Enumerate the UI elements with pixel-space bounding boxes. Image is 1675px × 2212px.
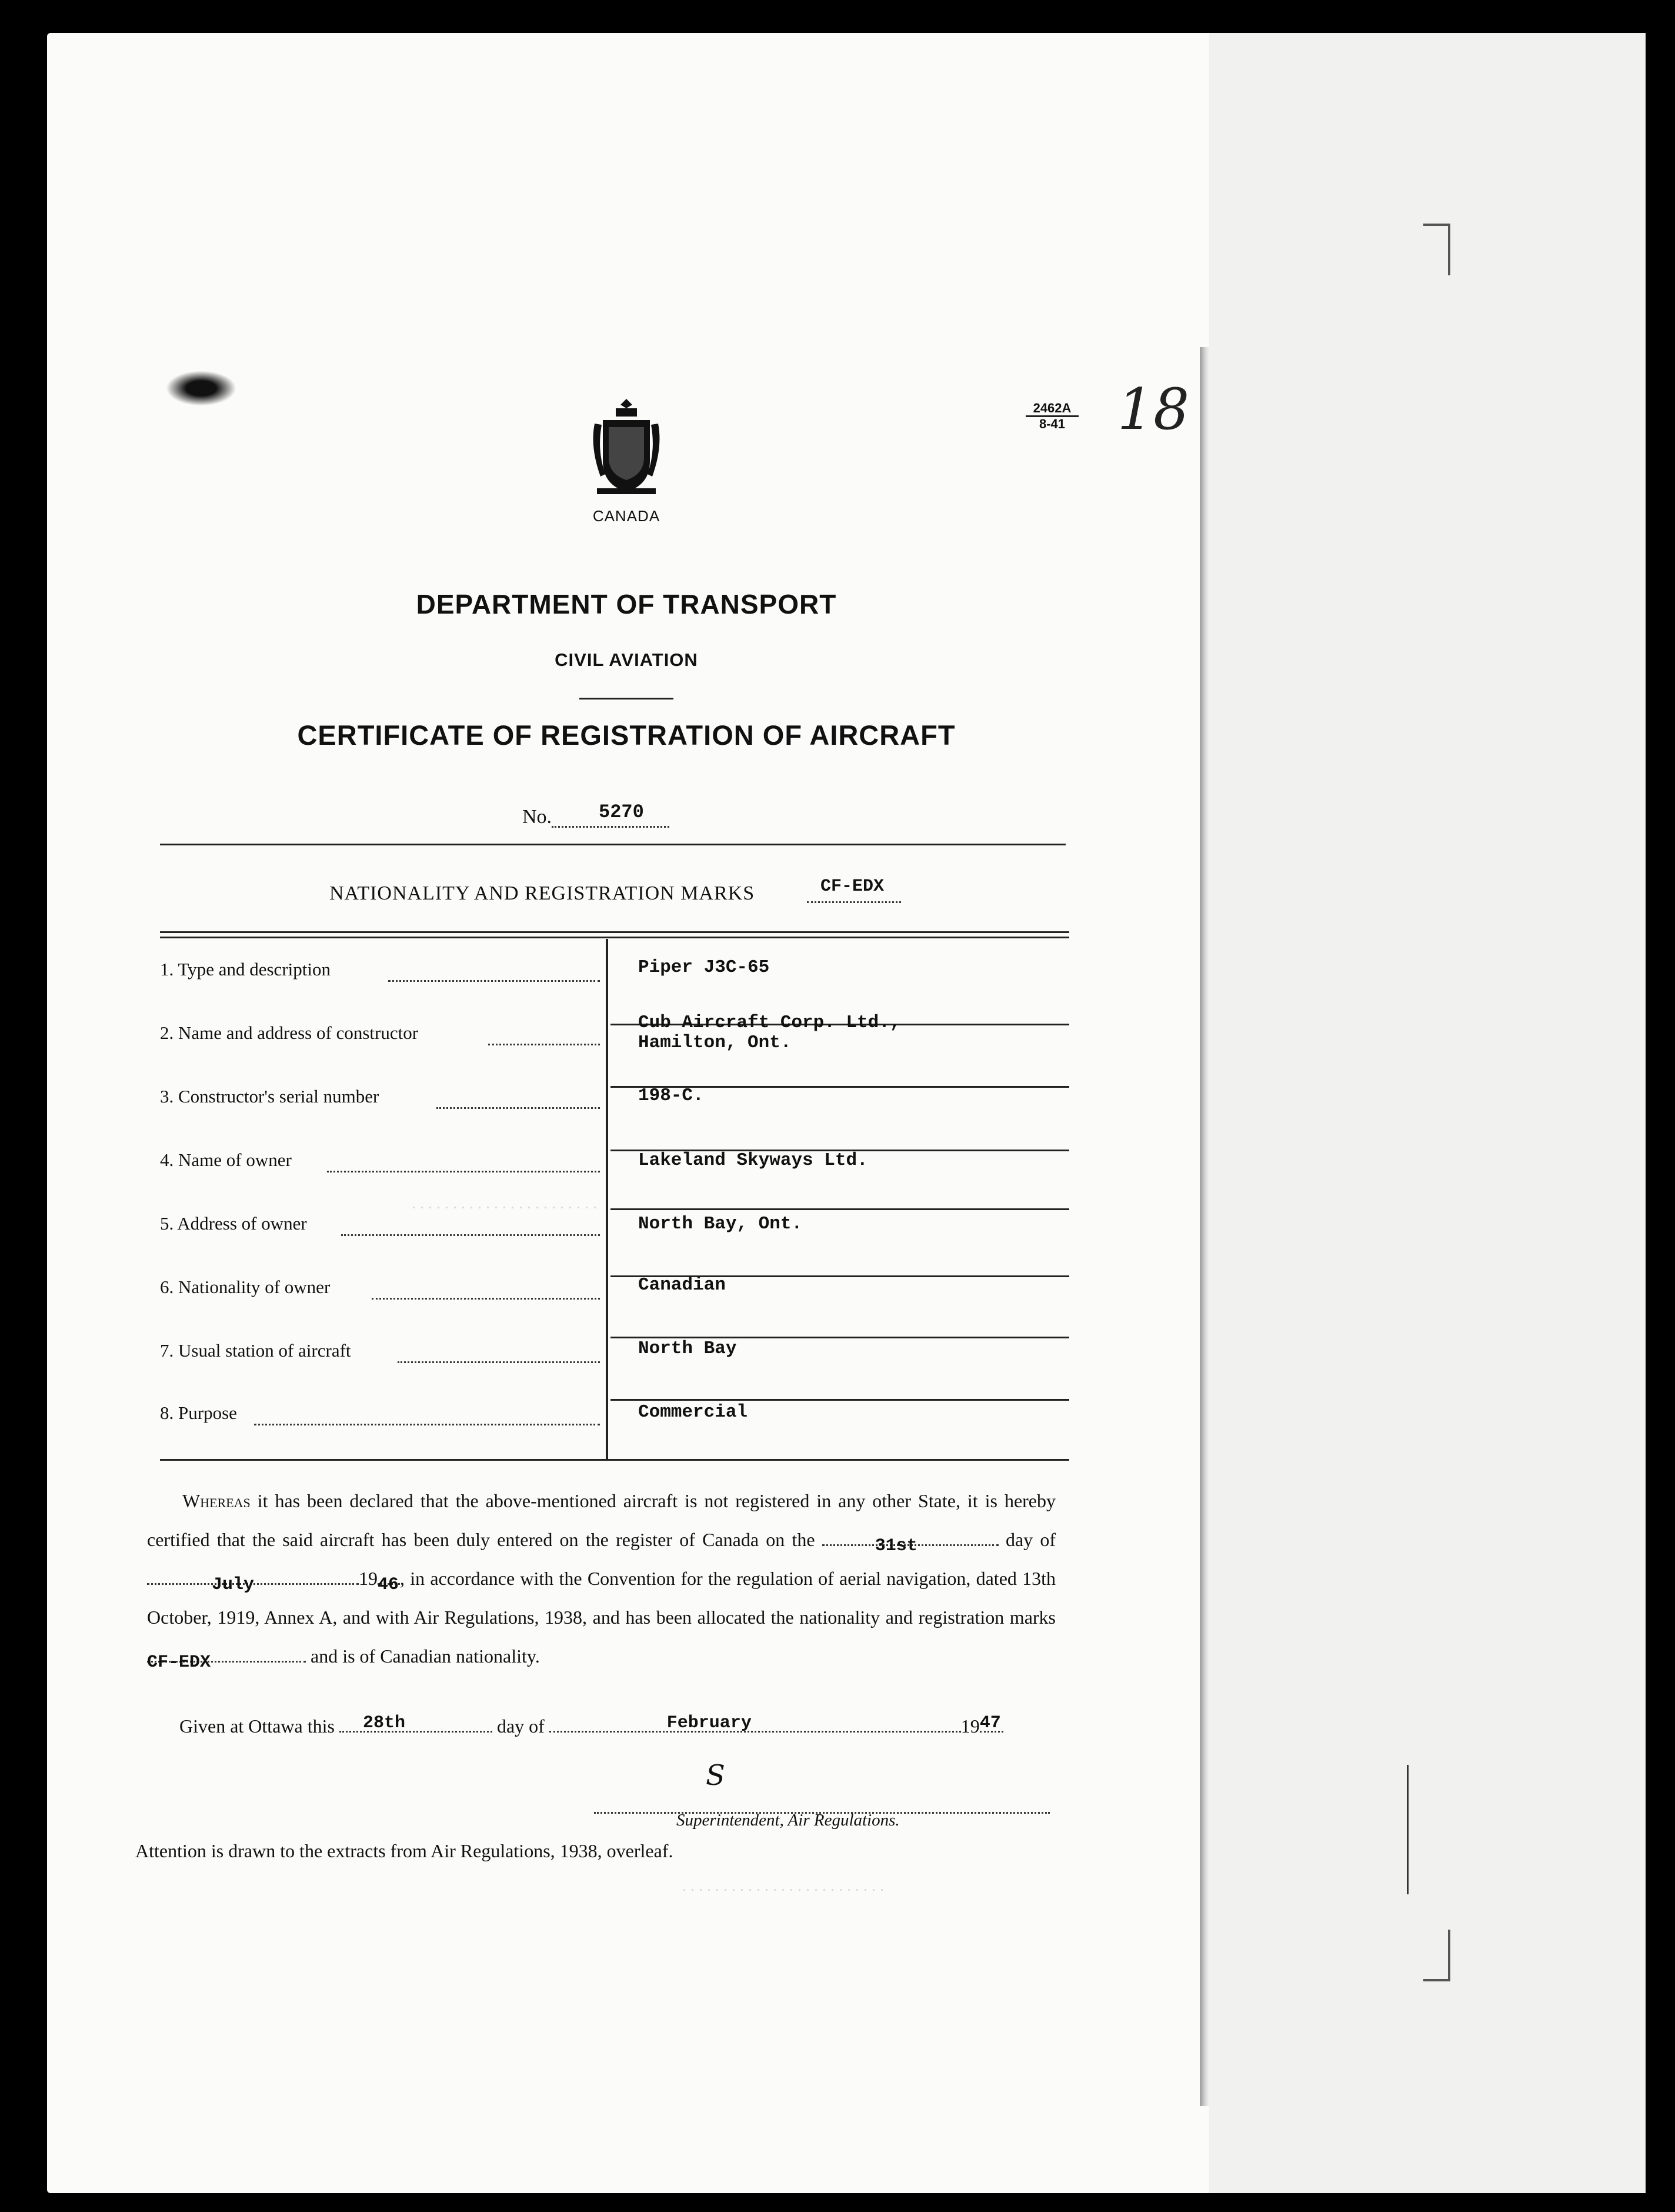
corner-bracket-bottom [1423, 1930, 1450, 1981]
row-dots [327, 1171, 600, 1172]
department-heading: DEPARTMENT OF TRANSPORT [416, 589, 837, 619]
given-year-prefix: 19 [960, 1715, 980, 1737]
declaration-part-3: , in accordance with the Convention for the regulation of aerial navigation, dated 13th October, 1919, Annex A, and with Air Regulations, 1938, and has been allocated the nationality and registration marks [147, 1568, 1056, 1628]
row-value: Cub Aircraft Corp. Ltd., [638, 1012, 901, 1033]
section-rule [160, 844, 1066, 845]
row-dots [254, 1424, 600, 1425]
certificate-number-dots [552, 826, 669, 828]
certificate-title: CERTIFICATE OF REGISTRATION OF AIRCRAFT [297, 719, 956, 751]
coat-of-arms-icon [585, 394, 668, 500]
row-rule [610, 1208, 1069, 1210]
division-heading: CIVIL AVIATION [555, 649, 698, 670]
form-number-bottom: 8-41 [1039, 417, 1066, 431]
row-label: 4. Name of owner [160, 1150, 292, 1170]
given-year-blank [979, 1713, 1003, 1733]
row-value: 198-C. [638, 1085, 704, 1106]
given-line [179, 1715, 1056, 1737]
body-marks-value: CF-EDX [147, 1653, 211, 1673]
row-dots [488, 1044, 600, 1045]
row-label: 2. Name and address of constructor [160, 1022, 419, 1043]
day-value: 31st [875, 1536, 917, 1556]
row-value: Piper J3C-65 [638, 957, 770, 978]
marks-blank [147, 1653, 306, 1673]
row-label: 6. Nationality of owner [160, 1277, 331, 1297]
marks-value: CF-EDX [820, 877, 885, 897]
page-edge-shadow [1200, 347, 1209, 2106]
declaration-part-1: it has been declared that the above-mentioned aircraft is not registered in any other State, it is hereby certified that the said aircraft has been duly entered on the register of Canada on the [147, 1490, 1056, 1550]
given-month-blank [549, 1713, 961, 1733]
row-label: 1. Type and description [160, 959, 331, 980]
given-day-of: day of [496, 1715, 545, 1737]
row-label: 5. Address of owner [160, 1213, 307, 1234]
form-number [1026, 401, 1079, 431]
row-dots [341, 1234, 600, 1236]
marks-dots [807, 901, 901, 903]
row-value-line2: Hamilton, Ont. [638, 1032, 792, 1053]
table-column-divider [606, 939, 608, 1459]
row-value: North Bay, Ont. [638, 1214, 803, 1234]
row-label: 3. Constructor's serial number [160, 1086, 379, 1107]
whereas-word: Whereas [182, 1490, 251, 1511]
row-dots [388, 980, 600, 982]
day-of-text: day of [1005, 1529, 1056, 1550]
table-bottom-rule [160, 1459, 1069, 1461]
month-value: July [212, 1575, 255, 1595]
table-top-rule-2 [160, 937, 1069, 938]
crest-caption: CANADA [592, 507, 660, 525]
year-blank [378, 1575, 400, 1595]
table-top-rule [160, 931, 1069, 933]
handwritten-page-number: 18 [1117, 377, 1190, 442]
footer-note: Attention is drawn to the extracts from Air Regulations, 1938, overleaf. [135, 1840, 673, 1861]
signature-mark: S [706, 1759, 725, 1792]
form-number-top: 2462A [1026, 401, 1079, 417]
ink-blot [166, 371, 236, 406]
given-prefix: Given at Ottawa this [179, 1715, 335, 1737]
given-day-blank [339, 1713, 492, 1733]
given-day-value: 28th [362, 1713, 405, 1733]
row-dots [398, 1361, 600, 1363]
certificate-number-value: 5270 [599, 801, 644, 823]
declaration-part-4: and is of Canadian nationality. [311, 1645, 540, 1667]
year-value: 46 [378, 1575, 399, 1595]
marks-label: NATIONALITY AND REGISTRATION MARKS [329, 882, 755, 904]
row-value: North Bay [638, 1338, 737, 1359]
row-value: Commercial [638, 1402, 748, 1423]
signatory-title: Superintendent, Air Regulations. [676, 1811, 900, 1830]
corner-bracket-top [1423, 224, 1450, 275]
given-year-value: 47 [979, 1713, 1001, 1733]
given-month-value: February [666, 1713, 752, 1733]
year-prefix: 19 [359, 1568, 378, 1589]
day-blank [822, 1536, 999, 1556]
row-label: 7. Usual station of aircraft [160, 1340, 351, 1361]
row-dots [436, 1107, 600, 1109]
certificate-number-label: No. [522, 806, 552, 828]
back-page-edge [1209, 33, 1646, 2193]
row-label: 8. Purpose [160, 1403, 237, 1423]
row-value: Canadian [638, 1275, 726, 1295]
margin-line [1407, 1765, 1409, 1894]
row-rule [610, 1399, 1069, 1401]
declaration-text [147, 1481, 1056, 1675]
row-dots [372, 1298, 600, 1300]
month-blank [147, 1575, 359, 1595]
row-value: Lakeland Skyways Ltd. [638, 1150, 868, 1171]
heading-rule [579, 698, 673, 699]
